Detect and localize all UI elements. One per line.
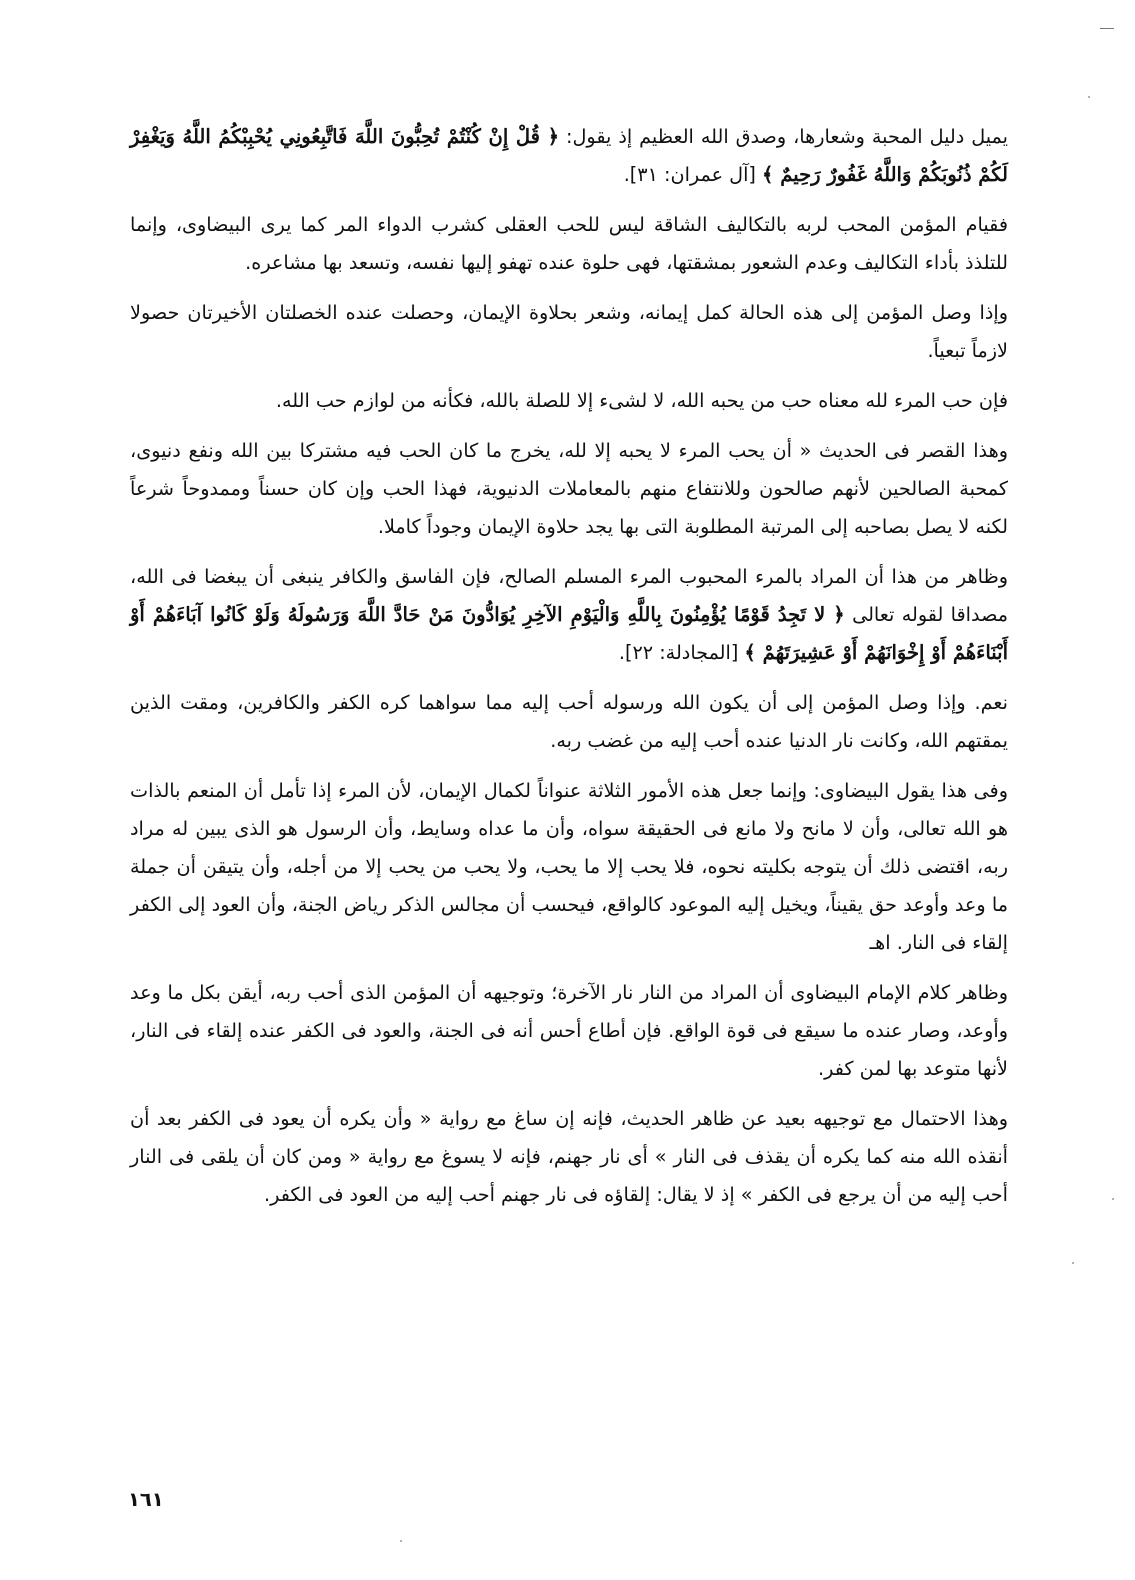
- quran-verse: ﴿ قُلْ إِنْ كُنْتُمْ تُحِبُّونَ اللَّهَ فَاتَّبِعُونِي يُحْبِبْكُمُ اللَّهُ وَيَغْفِرْ لَكُمْ ذُنُوبَكُمْ وَاللَّهُ غَفُورٌ رَحِيمٌ ﴾: [130, 125, 1008, 186]
- paragraph-10: وهذا الاحتمال مع توجيهه بعيد عن ظاهر الحديث، فإنه إن ساغ مع رواية « وأن يكره أن يعود فى الكفر بعد أن أنقذه الله منه كما يكره أن يقذف فى النار » أى نار جهنم، فإنه لا يسوغ مع رواية « ومن كان أن يلقى فى النار أحب إليه من أن يرجع فى الكفر » إذ لا يقال: إلقاؤه فى نار جهنم أحب إليه من العود فى الكفر.: [130, 1107, 1008, 1206]
- scan-speck: [1112, 1198, 1114, 1200]
- paragraph-7: نعم. وإذا وصل المؤمن إلى أن يكون الله ورسوله أحب إليه مما سواهما كره الكفر والكافرين، ومقت الذين يمقتهم الله، وكانت نار الدنيا عنده أحب إليه من غضب ربه.: [130, 691, 1008, 752]
- margin-mark: [1100, 28, 1114, 29]
- paragraph-8: وفى هذا يقول البيضاوى: وإنما جعل هذه الأمور الثلاثة عنواناً لكمال الإيمان، لأن المرء إذا تأمل أن المنعم بالذات هو الله تعالى، وأن لا مانح ولا مانع فى الحقيقة سواه، وأن ما عداه وسايط، وأن الرسول هو الذى يبين له مراد ربه، اقتضى ذلك أن يتوجه بكليته نحوه، فلا يحب إلا ما يحب، ولا يحب من يحب إلا من أجله، وأن يتيقن أن جملة ما وعد وأوعد حق يقيناً، ويخيل إليه الموعود كالواقع، فيحسب أن مجالس الذكر رياض الجنة، وأن العود إلى الكفر إلقاء فى النار. اهـ: [130, 779, 1008, 954]
- paragraph-5: وهذا القصر فى الحديث « أن يحب المرء لا يحبه إلا لله، يخرج ما كان الحب فيه مشتركا بين الله ونفع دنيوى، كمحبة الصالحين لأنهم صالحون وللانتفاع منهم بالمعاملات الدنيوية، فهذا الحب وإن كان حسناً وممدوحاً شرعاً لكنه لا يصل بصاحبه إلى المرتبة المطلوبة التى بها يجد حلاوة الإيمان وجوداً كاملا.: [130, 439, 1008, 538]
- paragraph-text: يميل دليل المحبة وشعارها، وصدق الله العظيم إذ يقول:: [559, 125, 1008, 148]
- paragraph-4: فإن حب المرء لله معناه حب من يحبه الله، لا لشىء إلا للصلة بالله، فكأنه من لوازم حب الله.: [275, 389, 1008, 412]
- paragraph-3: وإذا وصل المؤمن إلى هذه الحالة كمل إيمانه، وشعر بحلاوة الإيمان، وحصلت عنده الخصلتان الأخيرتان حصولا لازماً تبعياً.: [130, 301, 1008, 362]
- paragraph-text: وظاهر من هذا أن المراد بالمرء المحبوب المرء المسلم الصالح، فإن الفاسق والكافر ينبغى أن يبغضا فى الله، مصداقا لقوله تعالى: [130, 565, 1008, 626]
- paragraph-6: [130, 558, 1008, 672]
- verse-reference: [المجادلة: ٢٢].: [618, 641, 745, 664]
- page-body: [130, 118, 1008, 1226]
- scan-speck: [400, 1540, 402, 1542]
- page-number: ١٦١: [128, 1488, 164, 1511]
- verse-reference: [آل عمران: ٣١].: [623, 163, 762, 186]
- scan-speck: [1088, 96, 1090, 98]
- quran-verse: ﴿ لا تَجِدُ قَوْمًا يُؤْمِنُونَ بِاللَّهِ وَالْيَوْمِ الآخِرِ يُوَادُّونَ مَنْ حَادَّ اللَّهَ وَرَسُولَهُ وَلَوْ كَانُوا آبَاءَهُمْ أَوْ أَبْنَاءَهُمْ أَوْ إِخْوَانَهُمْ أَوْ عَشِيرَتَهُمْ ﴾: [130, 603, 1008, 664]
- paragraph-1: [130, 118, 1008, 194]
- paragraph-2: فقيام المؤمن المحب لربه بالتكاليف الشاقة ليس للحب العقلى كشرب الدواء المر كما يرى البيضاوى، وإنما للتلذذ بأداء التكاليف وعدم الشعور بمشقتها، فهى حلوة عنده تهفو إليها نفسه، وتسعد بها مشاعره.: [130, 213, 1008, 274]
- scan-speck: [1072, 1262, 1074, 1264]
- paragraph-9: وظاهر كلام الإمام البيضاوى أن المراد من النار نار الآخرة؛ وتوجيهه أن المؤمن الذى أحب ربه، أيقن بكل ما وعد وأوعد، وصار عنده ما سيقع فى قوة الواقع. فإن أطاع أحس أنه فى الجنة، والعود فى الكفر عنده إلقاء فى النار، لأنها متوعد بها لمن كفر.: [130, 981, 1008, 1080]
